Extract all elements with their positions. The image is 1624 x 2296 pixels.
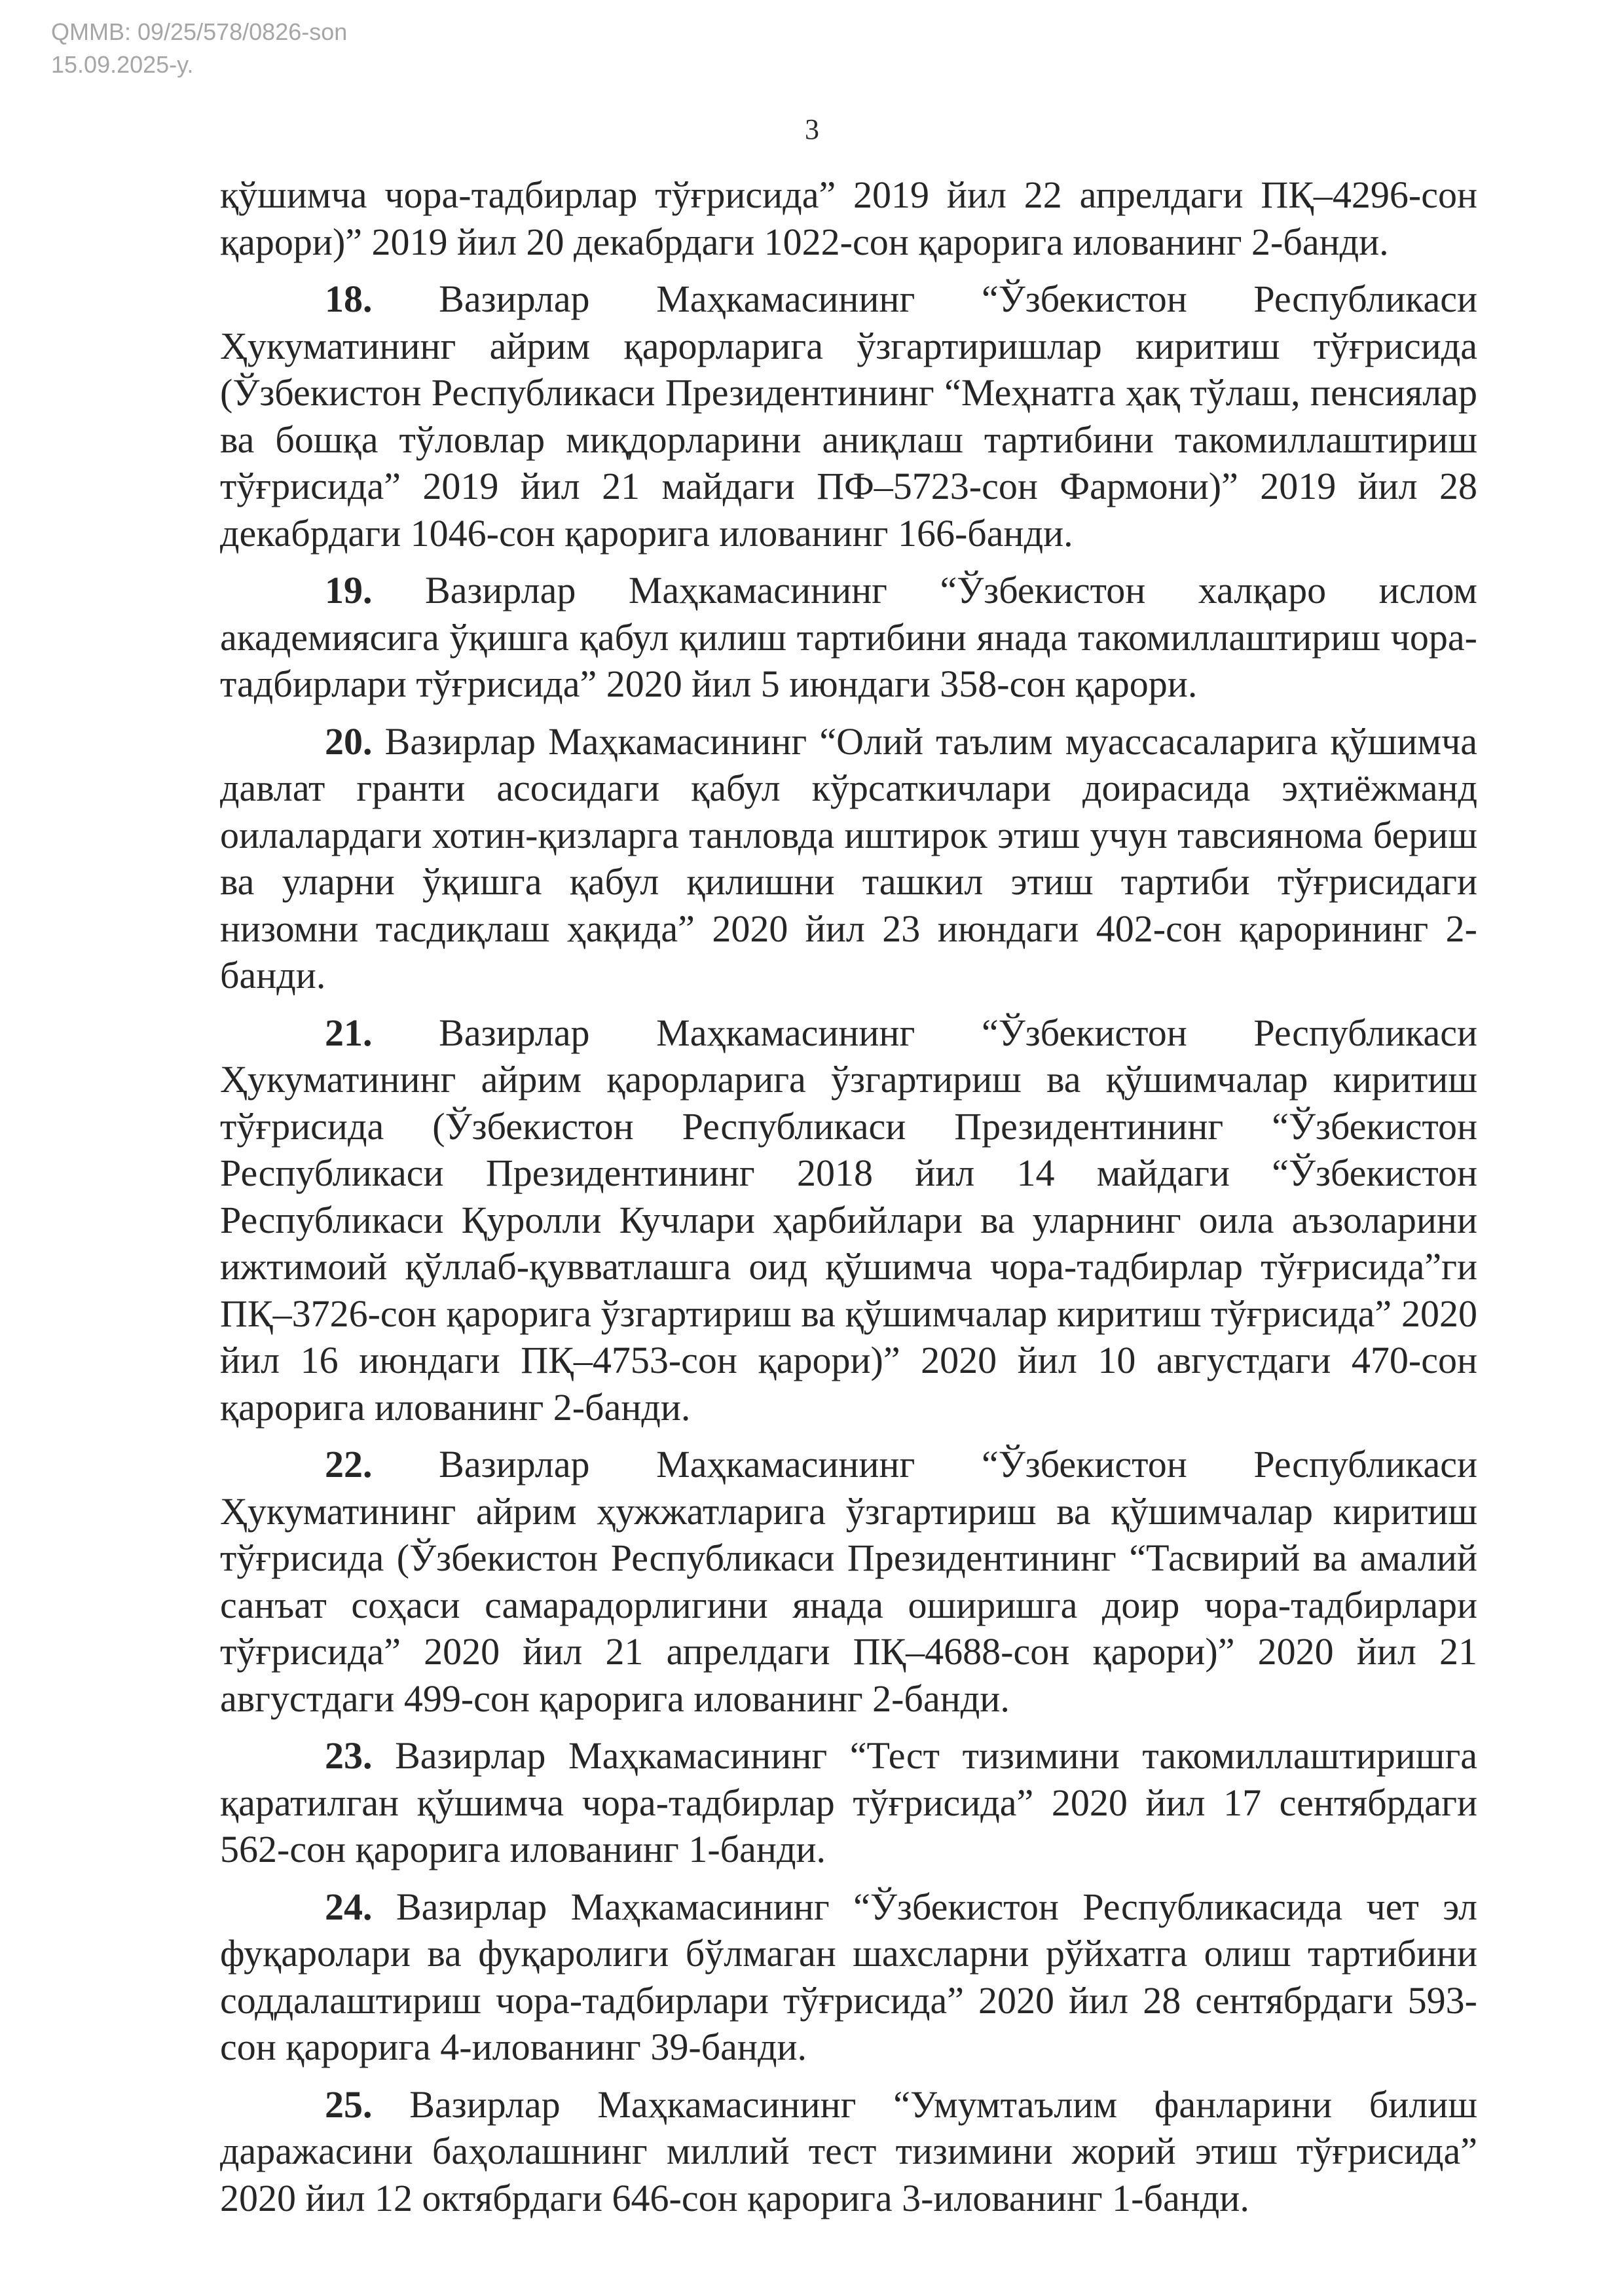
paragraph-number: 24. [325,1885,373,1928]
paragraph-text: Вазирлар Маҳкамасининг “Тест тизимини такомиллаштиришга қаратилган қўшимча чора-тадбирлар тўғрисида” 2020 йил 17 сентябрдаги 562-сон қарорига илованинг 1-банди. [220,1734,1477,1870]
paragraph-number: 23. [325,1734,373,1777]
paragraph-item-22 [220,1441,1477,1722]
paragraph-number: 19. [325,569,373,611]
paragraph-number: 22. [325,1443,373,1485]
paragraph-text: Вазирлар Маҳкамасининг “Олий таълим муассасаларига қўшимча давлат гранти асосидаги қабул кўрсаткичлари доирасида эҳтиёжманд оилалардаги хотин-қизларга танловда иштирок этиш учун тавсиянома бериш ва уларни ўқишга қабул қилишни ташкил этиш тартиби тўғрисидаги низомни тасдиқлаш ҳақида” 2020 йил 23 июндаги 402-сон қарорининг 2-банди. [220,720,1477,996]
registration-date: 15.09.2025-y. [51,51,194,78]
registration-stamp [51,16,347,81]
page-number: 3 [805,113,819,145]
paragraph-number: 21. [325,1011,373,1054]
paragraph-text: қўшимча чора-тадбирлар тўғрисида” 2019 йил 22 апрелдаги ПҚ–4296-сон қарори)” 2019 йил 20 декабрдаги 1022-сон қарорига илованинг 2-банди. [220,173,1477,263]
registration-number: QMMB: 09/25/578/0826-son [51,18,348,45]
paragraph-item-19 [220,567,1477,708]
paragraph-text: Вазирлар Маҳкамасининг “Ўзбекистон халқаро ислом академиясига ўқишга қабул қилиш тартибини янада такомиллаштириш чора-тадбирлари тўғрисида” 2020 йил 5 июндаги 358-сон қарори. [220,569,1477,705]
paragraph-text: Вазирлар Маҳкамасининг “Умумтаълим фанларини билиш даражасини баҳолашнинг миллий тест тизимини жорий этиш тўғрисида” 2020 йил 12 октябрдаги 646-сон қарорига 3-илованинг 1-банди. [220,2083,1477,2219]
paragraph-text: Вазирлар Маҳкамасининг “Ўзбекистон Республикаси Ҳукуматининг айрим ҳужжатларига ўзгартириш ва қўшимчалар киритиш тўғрисида (Ўзбекистон Республикаси Президентининг “Тасвирий ва амалий санъат соҳаси самарадорлигини янада оширишга доир чора-тадбирлари тўғрисида” 2020 йил 21 апрелдаги ПҚ–4688-сон қарори)” 2020 йил 21 августдаги 499-сон қарорига илованинг 2-банди. [220,1443,1477,1720]
paragraph-text: Вазирлар Маҳкамасининг “Ўзбекистон Республикаси Ҳукуматининг айрим қарорларига ўзгартиришлар киритиш тўғрисида (Ўзбекистон Республикаси Президентининг “Меҳнатга ҳақ тўлаш, пенсиялар ва бошқа тўловлар миқдорларини аниқлаш тартибини такомиллаштириш тўғрисида” 2019 йил 21 майдаги ПФ–5723-сон Фармони)” 2019 йил 28 декабрдаги 1046-сон қарорига илованинг 166-банди. [220,278,1477,555]
paragraph-item-20 [220,718,1477,999]
document-body [220,172,1477,2232]
paragraph-item-18 [220,276,1477,556]
paragraph-item-24 [220,1884,1477,2071]
paragraph-item-21 [220,1010,1477,1431]
paragraph-text: Вазирлар Маҳкамасининг “Ўзбекистон Республикаси Ҳукуматининг айрим қарорларига ўзгартириш ва қўшимчалар киритиш тўғрисида (Ўзбекистон Республикаси Президентининг “Ўзбекистон Республикаси Президентининг 2018 йил 14 майдаги “Ўзбекистон Республикаси Қуролли Кучлари ҳарбийлари ва уларнинг оила аъзоларини ижтимоий қўллаб-қувватлашга оид қўшимча чора-тадбирлар тўғрисида”ги ПҚ–3726-сон қарорига ўзгартириш ва қўшимчалар киритиш тўғрисида” 2020 йил 16 июндаги ПҚ–4753-сон қарори)” 2020 йил 10 августдаги 470-сон қарорига илованинг 2-банди. [220,1011,1477,1429]
paragraph-item-25 [220,2081,1477,2222]
paragraph-number: 25. [325,2083,373,2126]
paragraph-number: 20. [325,720,373,763]
paragraph-text: Вазирлар Маҳкамасининг “Ўзбекистон Республикасида чет эл фуқаролари ва фуқаролиги бўлмаган шахсларни рўйхатга олиш тартибини соддалаштириш чора-тадбирлари тўғрисида” 2020 йил 28 сентябрдаги 593-сон қарорига 4-илованинг 39-банди. [220,1885,1477,2068]
paragraph-continuation [220,172,1477,265]
paragraph-number: 18. [325,278,373,320]
paragraph-item-23 [220,1732,1477,1873]
